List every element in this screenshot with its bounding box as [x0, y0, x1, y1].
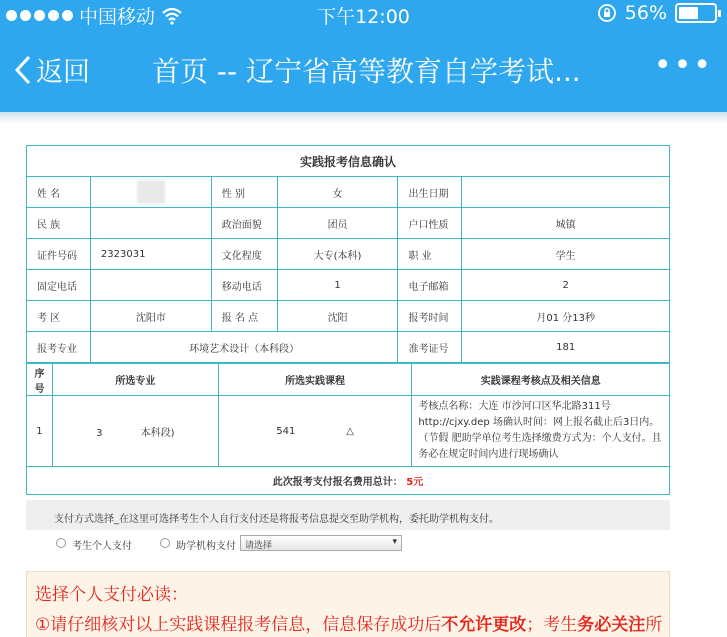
institution-pay-radio[interactable] — [160, 538, 170, 548]
label-political-status: 政治面貌 — [211, 208, 277, 239]
table-row — [27, 332, 670, 363]
status-bar — [0, 0, 727, 28]
value-id-number: 2323031 — [90, 239, 211, 270]
value-education: 大专(本科) — [277, 239, 398, 270]
label-ticket-number: 准考证号 — [398, 332, 462, 363]
value-registration-site: 沈阳 — [277, 301, 398, 332]
table-row — [27, 177, 670, 208]
battery-fill — [679, 7, 698, 19]
course-index: 1 — [27, 396, 53, 467]
header-course: 所选实践课程 — [218, 364, 412, 396]
header-exam-info: 实践课程考核点及相关信息 — [412, 364, 670, 396]
table-header-row — [27, 364, 670, 396]
page-title: 首页 -- 辽宁省高等教育自学考试... — [152, 55, 581, 88]
total-row — [27, 467, 670, 495]
course-name: 541 △ — [218, 396, 412, 467]
table-row — [27, 239, 670, 270]
back-button[interactable] — [14, 50, 90, 89]
value-exam-area: 沈阳市 — [90, 301, 211, 332]
payment-notice — [26, 571, 670, 637]
clock: 下午12:00 — [317, 6, 410, 28]
value-political-status: 团员 — [277, 208, 398, 239]
personal-pay-label[interactable]: 考生个人支付 — [72, 541, 132, 552]
label-registration-site: 报 名 点 — [211, 301, 277, 332]
value-name — [90, 177, 211, 208]
course-table — [26, 363, 670, 495]
label-mobile: 移动电话 — [211, 270, 277, 301]
label-birthdate: 出生日期 — [398, 177, 462, 208]
label-education: 文化程度 — [211, 239, 277, 270]
navigation-bar — [0, 28, 727, 112]
chevron-down-icon: ▾ — [392, 537, 397, 547]
value-household-type: 城镇 — [462, 208, 670, 239]
notice-title: 选择个人支付必读： — [35, 585, 188, 605]
label-exam-area: 考 区 — [27, 301, 91, 332]
course-exam-info: 考核点名称：大连 市沙河口区华北路311号 http://cjxy.dep 场确认时间：网上报名截止后3日内。（节假 肥助学单位考生选择缴费方式为：个人支付。且务必在规定时间内进行现场确认 — [412, 396, 670, 467]
label-occupation: 职 业 — [398, 239, 462, 270]
table-title: 实践报考信息确认 — [27, 146, 670, 177]
value-email: 2 — [462, 270, 670, 301]
status-right — [597, 2, 717, 24]
payment-options — [26, 530, 670, 556]
carrier-label: 中国移动 — [79, 6, 156, 28]
table-row — [27, 301, 670, 332]
value-mobile: 1 — [277, 270, 398, 301]
table-row — [27, 208, 670, 239]
total-label: 此次报考支付报名费用总计： — [272, 477, 403, 488]
institution-pay-label[interactable]: 助学机构支付 — [176, 541, 236, 552]
back-label: 返回 — [36, 57, 90, 88]
table-row — [27, 270, 670, 301]
value-gender: 女 — [277, 177, 398, 208]
value-major: 环境艺术设计（本科段） — [90, 332, 398, 363]
label-landline: 固定电话 — [27, 270, 91, 301]
registration-info-table — [26, 145, 670, 363]
institution-select[interactable] — [240, 535, 402, 551]
label-id-number: 证件号码 — [27, 239, 91, 270]
label-email: 电子邮箱 — [398, 270, 462, 301]
value-landline — [90, 270, 211, 301]
label-major: 报考专业 — [27, 332, 91, 363]
select-value: 请选择 — [245, 541, 273, 551]
personal-pay-radio[interactable] — [56, 538, 66, 548]
value-occupation: 学生 — [462, 239, 670, 270]
page-shadow — [0, 112, 727, 124]
battery-percent: 56% — [624, 2, 667, 24]
value-birthdate — [462, 177, 670, 208]
more-menu-button[interactable]: ••• — [653, 48, 713, 83]
chevron-left-icon — [14, 55, 32, 85]
header-major: 所选专业 — [52, 364, 218, 396]
label-household-type: 户口性质 — [398, 208, 462, 239]
value-ethnicity — [90, 208, 211, 239]
label-registration-time: 报考时间 — [398, 301, 462, 332]
value-ticket-number: 181 — [462, 332, 670, 363]
battery-icon — [675, 3, 717, 23]
rotation-lock-icon — [597, 3, 617, 23]
value-registration-time: 月01 分13秒 — [462, 301, 670, 332]
total-fee: 5元 — [406, 477, 424, 488]
label-name: 姓 名 — [27, 177, 91, 208]
label-gender: 性 别 — [211, 177, 277, 208]
table-row — [27, 396, 670, 467]
label-ethnicity: 民 族 — [27, 208, 91, 239]
payment-instruction: 支付方式选择_在这里可选择考生个人自行支付还是将报考信息提交至助学机构，委托助学机构支付。 — [26, 500, 670, 530]
header-index: 序号 — [27, 364, 53, 396]
course-major: 3 本科段) — [52, 396, 218, 467]
notice-line: ①请仔细核对以上实践课程报考信息，信息保存成功后不允许更改；考生务必关注所 — [35, 615, 663, 635]
